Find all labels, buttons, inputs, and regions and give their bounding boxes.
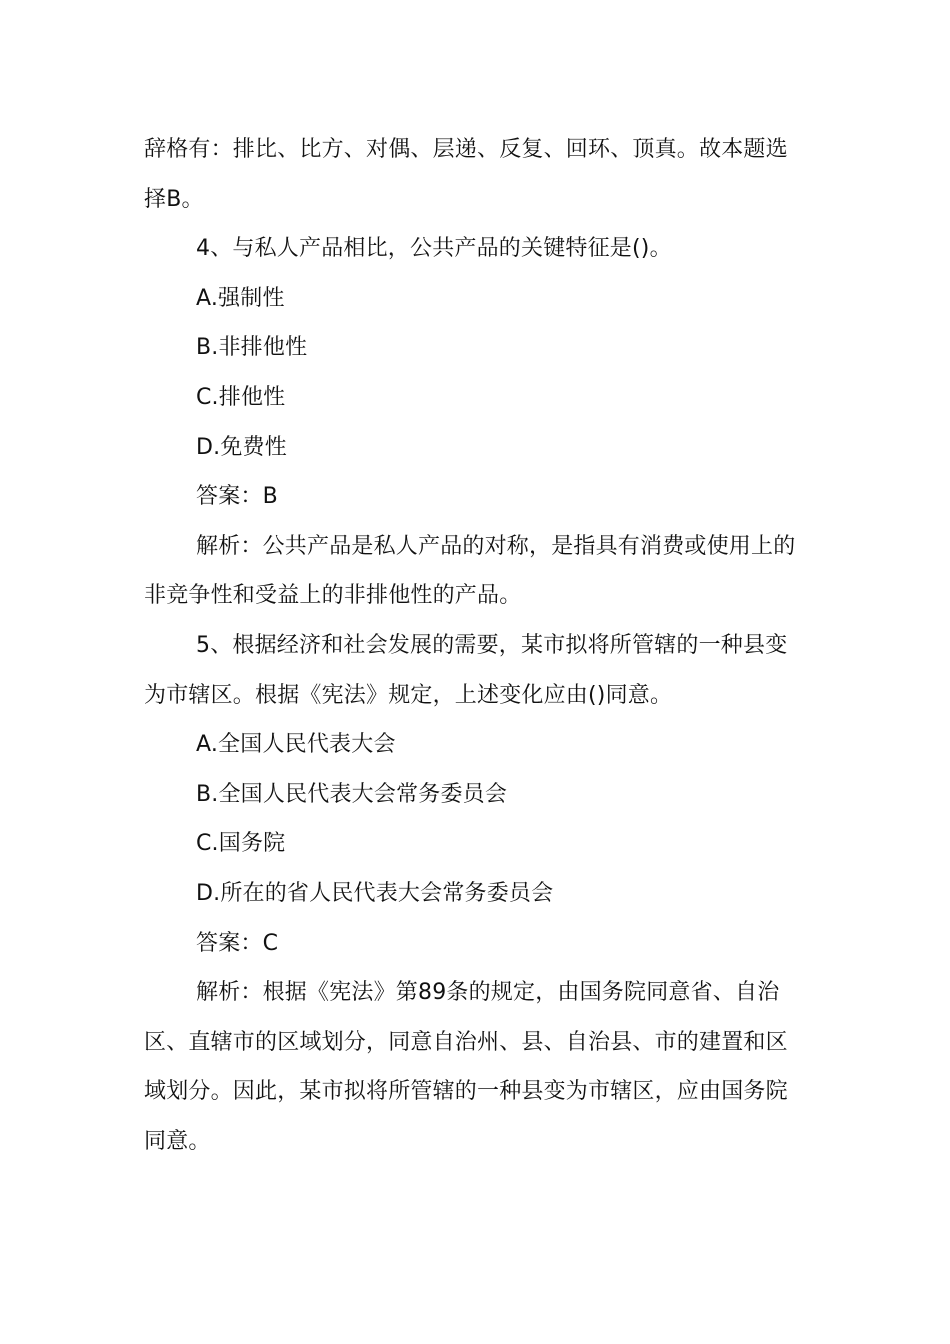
question-4-option-b: B.非排他性 — [196, 335, 308, 361]
question-4-explanation: 解析：公共产品是私人产品的对称，是指具有消费或使用上的 — [196, 533, 796, 559]
question-5-stem-cont: 为市辖区。根据《宪法》规定，上述变化应由()同意。 — [144, 682, 673, 708]
document-page — [144, 125, 812, 1166]
question-4-option-c: C.排他性 — [196, 384, 286, 410]
question-5-option-d: D.所在的省人民代表大会常务委员会 — [196, 880, 554, 906]
question-5-option-a: A.全国人民代表大会 — [196, 732, 396, 758]
question-4-option-a: A.强制性 — [196, 285, 285, 311]
question-4-answer: 答案：B — [196, 484, 278, 510]
text-line: 择B。 — [144, 186, 204, 212]
question-5-explanation-cont: 同意。 — [144, 1128, 211, 1154]
question-5-option-c: C.国务院 — [196, 831, 286, 857]
question-5-explanation-cont: 域划分。因此，某市拟将所管辖的一种县变为市辖区，应由国务院 — [144, 1079, 788, 1105]
text-line: 辞格有：排比、比方、对偶、层递、反复、回环、顶真。故本题选 — [144, 137, 788, 162]
question-5-explanation: 解析：根据《宪法》第89条的规定，由国务院同意省、自治 — [196, 980, 780, 1006]
question-5-explanation-cont: 区、直辖市的区域划分，同意自治州、县、自治县、市的建置和区 — [144, 1029, 788, 1055]
question-4-explanation-cont: 非竞争性和受益上的非排他性的产品。 — [144, 583, 522, 609]
question-5-answer: 答案：C — [196, 930, 279, 956]
question-5-stem: 5、根据经济和社会发展的需要，某市拟将所管辖的一种县变 — [196, 632, 788, 658]
question-5-option-b: B.全国人民代表大会常务委员会 — [196, 781, 508, 807]
question-4-stem: 4、与私人产品相比，公共产品的关键特征是()。 — [196, 236, 672, 262]
question-4-option-d: D.免费性 — [196, 434, 287, 460]
